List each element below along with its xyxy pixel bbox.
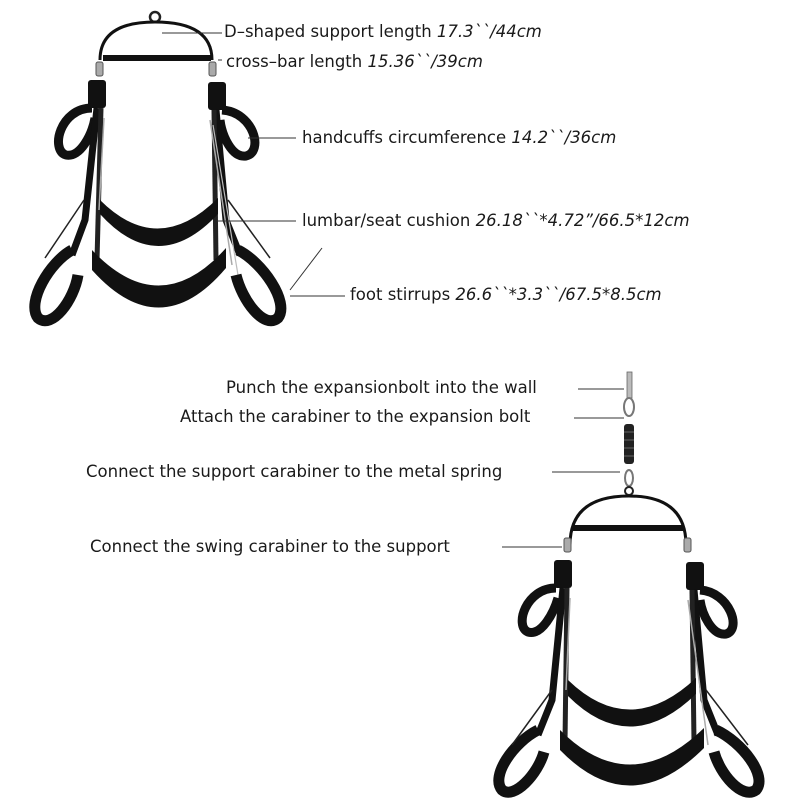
d-support-arc [100,22,212,60]
label-stirrups [350,285,662,305]
lumbar-value: 26.18``*4.72”/66.5*12cm [475,211,690,230]
stirrup-left [35,250,78,321]
cross-bar [572,525,684,531]
d-support-arc [570,496,686,545]
label-lumbar [302,211,690,231]
strap-left-outer [72,108,97,255]
d-support-label: D–shaped support length [224,22,432,41]
hanging-hardware [624,372,634,495]
handcuff-left [522,588,558,632]
handcuff-right [700,590,733,634]
stirrups-label: foot stirrups [350,285,451,304]
handcuff-right [220,110,255,156]
cross-bar-label: cross–bar length [226,52,363,71]
seat-cushion [560,728,704,786]
lumbar-cushion [100,198,218,246]
metal-spring-icon [624,424,634,464]
label-d-support [224,22,542,42]
step-spring: Connect the support carabiner to the metal spring [86,462,503,481]
handcuffs-value: 14.2``/36cm [511,128,617,147]
carabiner-icon [209,62,216,76]
stirrup-right [236,250,281,321]
carabiner-icon [564,538,571,552]
seat-cushion [92,248,226,308]
carabiner-icon [624,398,634,416]
step-swing: Connect the swing carabiner to the support [90,537,450,556]
lumbar-cushion [568,678,696,727]
cross-bar-value: 15.36``/39cm [367,52,483,71]
step-carabiner: Attach the carabiner to the expansion bolt [180,407,531,426]
expansion-bolt-icon [627,372,632,398]
stirrup-left [499,730,544,792]
stirrup-right [714,730,759,792]
d-support-value: 17.3``/44cm [436,22,542,41]
support-carabiner-icon [625,470,633,486]
step-bolt: Punch the expansionbolt into the wall [226,378,537,397]
stirrups-value: 26.6``*3.3``/67.5*8.5cm [455,285,662,304]
label-handcuffs [302,128,616,148]
lumbar-label: lumbar/seat cushion [302,211,471,230]
label-cross-bar [226,52,483,72]
swing-bottom [499,496,759,792]
carabiner-icon [684,538,691,552]
cross-bar [103,55,211,61]
carabiner-icon [96,62,103,76]
handcuffs-label: handcuffs circumference [302,128,507,147]
